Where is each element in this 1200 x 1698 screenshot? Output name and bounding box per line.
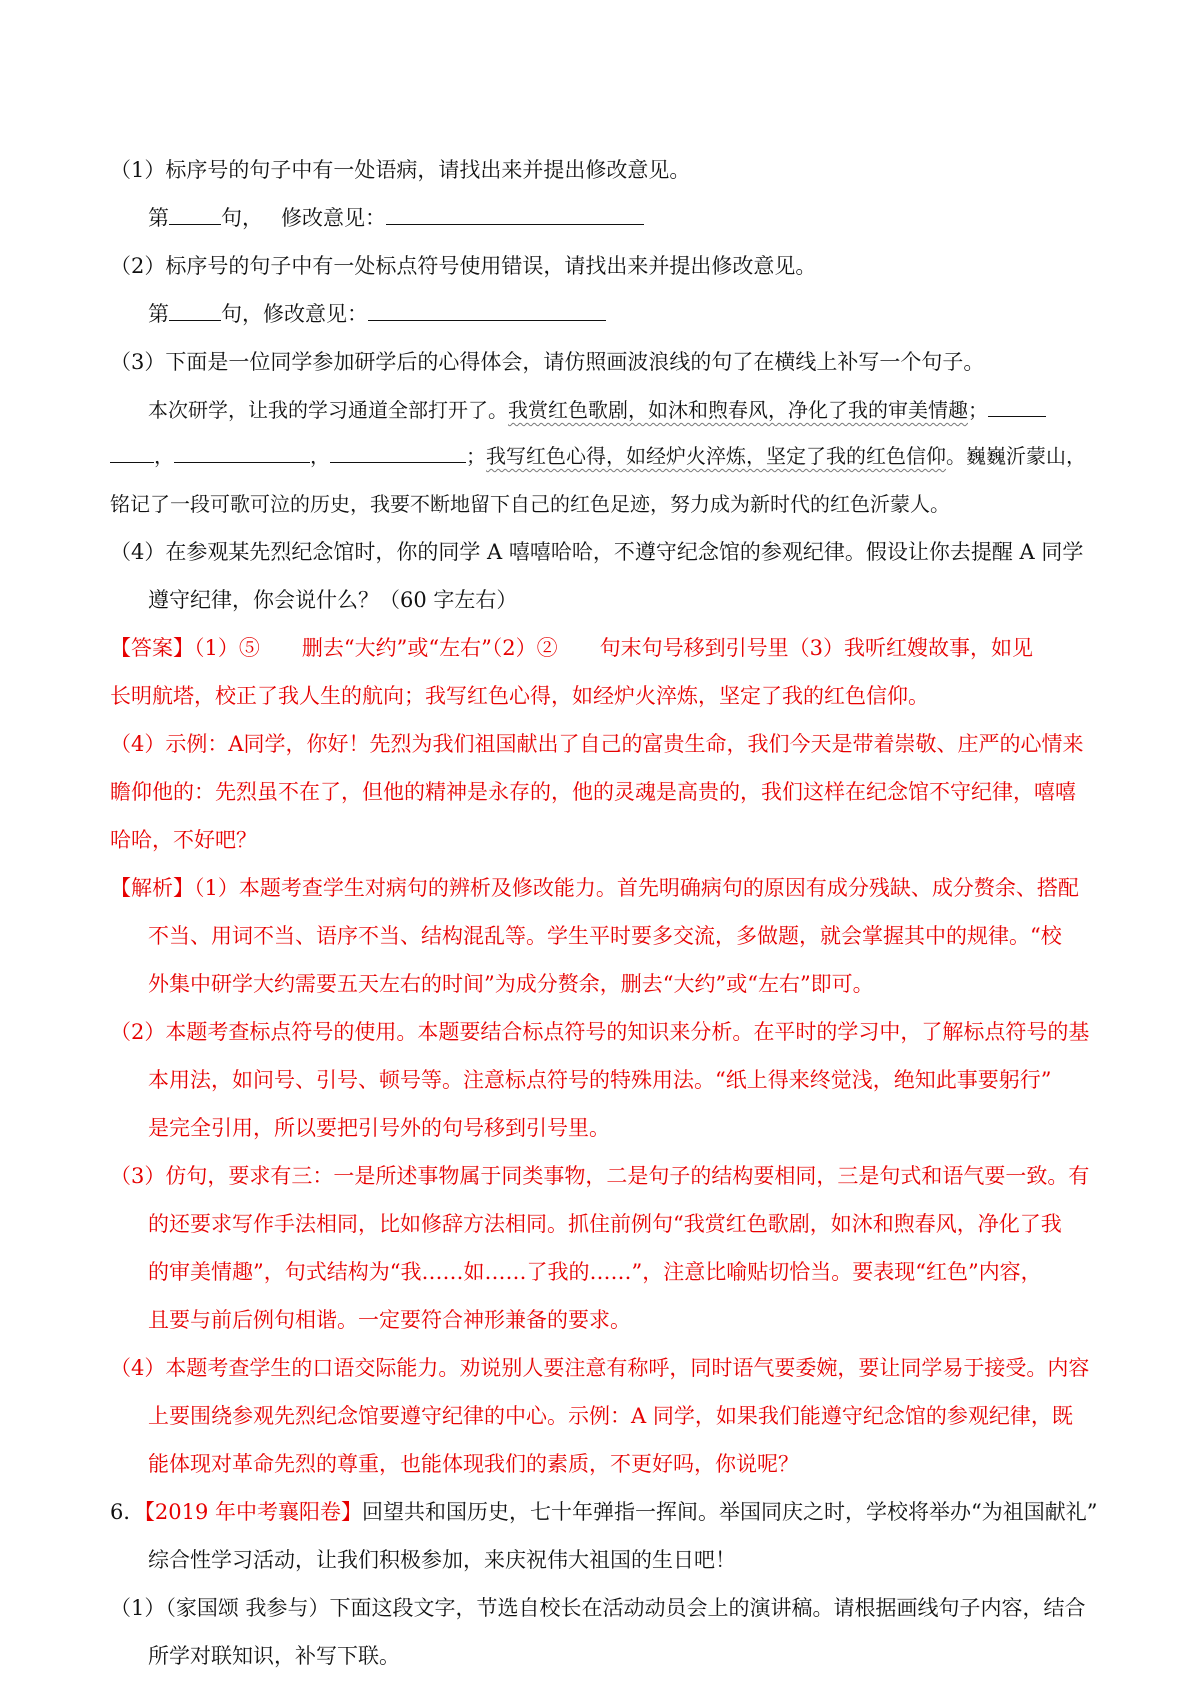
revision-blank[interactable] [368, 300, 606, 321]
answer-line-5 [110, 825, 257, 855]
answer-line-4 [110, 777, 1076, 807]
question-text: 回望共和国历史，七十年弹指一挥间。举国同庆之时，学校将举办“为祖国献礼” [362, 1500, 1098, 1524]
analysis-text: 能体现对革命先烈的尊重，也能体现我们的素质，不更好吗，你说呢？ [148, 1452, 799, 1476]
answer-label: 【答案】 [110, 636, 194, 660]
q6-line-2 [148, 1545, 736, 1575]
analysis-line-4 [110, 1017, 1089, 1047]
fill-in-blank[interactable] [174, 442, 310, 463]
q5-item-4-line-2 [148, 585, 517, 615]
fill-label: 第 [148, 302, 169, 326]
analysis-label: 【解析】 [110, 876, 194, 900]
analysis-text: （2）本题考查标点符号的使用。本题要结合标点符号的知识来分析。在平时的学习中，了解标点符号的基 [110, 1020, 1090, 1044]
answer-line-2 [110, 681, 929, 711]
fill-in-blank[interactable] [330, 442, 466, 463]
question-source: 【2019 年中考襄阳卷】 [144, 1500, 362, 1524]
answer-text: （4）示例：A同学，你好！先烈为我们祖国献出了自己的富贵生命，我们今天是带着崇敬、庄严的心情来 [110, 732, 1084, 756]
analysis-text: 是完全引用，所以要把引号外的句号移到引号里。 [148, 1116, 610, 1140]
fill-label: 句， [221, 206, 263, 230]
sentence-number-blank[interactable] [169, 204, 221, 225]
revision-blank[interactable] [386, 204, 644, 225]
wavy-example-sentence: 我写红色心得，如经炉火淬炼，坚定了我的红色信仰 [486, 444, 946, 468]
fill-in-blank[interactable] [110, 442, 154, 463]
analysis-line-6 [148, 1113, 610, 1143]
wavy-example-sentence: 我赏红色歌剧，如沐和煦春风，净化了我的审美情趣 [508, 398, 968, 422]
analysis-line-11 [110, 1353, 1089, 1383]
answer-text: （1）⑤ 删去“大约”或“左右”（2）② 句末句号移到引号里（3）我听红嫂故事，如见 [194, 636, 1034, 660]
analysis-line-9 [148, 1257, 1042, 1287]
q6-item-1-text: （1）（家国颂 我参与）下面这段文字，节选自校长在活动动员会上的演讲稿。请根据画线句子内容，结合 [110, 1596, 1086, 1620]
analysis-line-10 [148, 1305, 631, 1335]
analysis-line-7 [110, 1161, 1089, 1191]
q5-item-3-text: （3）下面是一位同学参加研学后的心得体会，请仿照画波浪线的句了在横线上补写一个句子。 [110, 350, 985, 374]
analysis-line-5 [148, 1065, 1051, 1095]
answer-text: 长明航塔，校正了我人生的航向；我写红色心得，如经炉火淬炼，坚定了我的红色信仰。 [110, 684, 929, 708]
analysis-line-8 [148, 1209, 1062, 1239]
analysis-text: 的还要求写作手法相同，比如修辞方法相同。抓住前例句“我赏红色歌剧，如沐和煦春风，净化了我 [148, 1212, 1062, 1236]
q5-item-4-text: （4）在参观某先烈纪念馆时，你的同学 A 嘻嘻哈哈，不遵守纪念馆的参观纪律。假设让你去提醒 A 同学 [110, 540, 1084, 564]
q5-item-4-line-1 [110, 537, 1083, 567]
q5-item-3-passage-line-1 [148, 395, 1046, 425]
passage-text: ， [154, 444, 174, 468]
analysis-text: 本用法，如问号、引号、顿号等。注意标点符号的特殊用法。“纸上得来终觉浅，绝知此事要躬行” [148, 1068, 1052, 1092]
q6-item-1-line-2 [148, 1641, 400, 1671]
analysis-text: 上要围绕参观先烈纪念馆要遵守纪律的中心。示例：A 同学，如果我们能遵守纪念馆的参观纪律，既 [148, 1404, 1073, 1428]
analysis-line-1 [110, 873, 1079, 903]
analysis-text: （3）仿句，要求有三：一是所述事物属于同类事物，二是句子的结构要相同，三是句式和语气要一致。有 [110, 1164, 1090, 1188]
analysis-text: 外集中研学大约需要五天左右的时间”为成分赘余，删去“大约”或“左右”即可。 [148, 972, 874, 996]
answer-line-1 [110, 633, 1033, 663]
passage-text: ， [310, 444, 330, 468]
q5-item-3-passage-line-2 [110, 441, 1086, 471]
q6-line-1 [110, 1497, 1097, 1527]
analysis-text: 不当、用词不当、语序不当、结构混乱等。学生平时要多交流，多做题，就会掌握其中的规律。“校 [148, 924, 1062, 948]
q5-item-2-text: （2）标序号的句子中有一处标点符号使用错误，请找出来并提出修改意见。 [110, 254, 817, 278]
fill-label: 第 [148, 206, 169, 230]
q5-item-4-text: 遵守纪律，你会说什么？（60 字左右） [148, 588, 518, 612]
q5-item-3 [110, 347, 984, 377]
answer-text: 瞻仰他的：先烈虽不在了，但他的精神是永存的，他的灵魂是高贵的，我们这样在纪念馆不守纪律，嘻嘻 [110, 780, 1076, 804]
fill-in-blank[interactable] [988, 396, 1046, 417]
q5-item-2 [110, 251, 816, 281]
passage-text: 。巍巍沂蒙山， [946, 444, 1086, 468]
answer-text: 哈哈，不好吧？ [110, 828, 257, 852]
q6-item-1-text: 所学对联知识，补写下联。 [148, 1644, 400, 1668]
q5-item-1-text: （1）标序号的句子中有一处语病，请找出来并提出修改意见。 [110, 158, 691, 182]
answer-line-3 [110, 729, 1084, 759]
analysis-text: 且要与前后例句相谐。一定要符合神形兼备的要求。 [148, 1308, 631, 1332]
q5-item-2-fill [148, 299, 606, 329]
q5-item-1 [110, 155, 690, 185]
analysis-text: 的审美情趣”，句式结构为“我……如……了我的……”，注意比喻贴切恰当。要表现“红色”内容， [148, 1260, 1042, 1284]
passage-text: 铭记了一段可歌可泣的历史，我要不断地留下自己的红色足迹，努力成为新时代的红色沂蒙人。 [110, 492, 950, 516]
question-number: 6． [110, 1500, 145, 1524]
analysis-line-13 [148, 1449, 799, 1479]
q5-item-3-passage-line-3 [110, 489, 950, 519]
passage-text: ； [466, 444, 486, 468]
analysis-line-12 [148, 1401, 1073, 1431]
q6-item-1-line-1 [110, 1593, 1086, 1623]
sentence-number-blank[interactable] [169, 300, 221, 321]
passage-text: ； [968, 398, 988, 422]
question-text: 综合性学习活动，让我们积极参加，来庆祝伟大祖国的生日吧！ [148, 1548, 736, 1572]
analysis-line-2 [148, 921, 1062, 951]
q5-item-1-fill [148, 203, 644, 233]
analysis-text: （4）本题考查学生的口语交际能力。劝说别人要注意有称呼，同时语气要委婉，要让同学易于接受。内容 [110, 1356, 1090, 1380]
analysis-text: （1）本题考查学生对病句的辨析及修改能力。首先明确病句的原因有成分残缺、成分赘余、搭配 [194, 876, 1079, 900]
fill-label: 修改意见： [281, 206, 386, 230]
fill-label: 句，修改意见： [221, 302, 368, 326]
analysis-line-3 [148, 969, 874, 999]
passage-text: 本次研学，让我的学习通道全部打开了。 [148, 398, 508, 422]
